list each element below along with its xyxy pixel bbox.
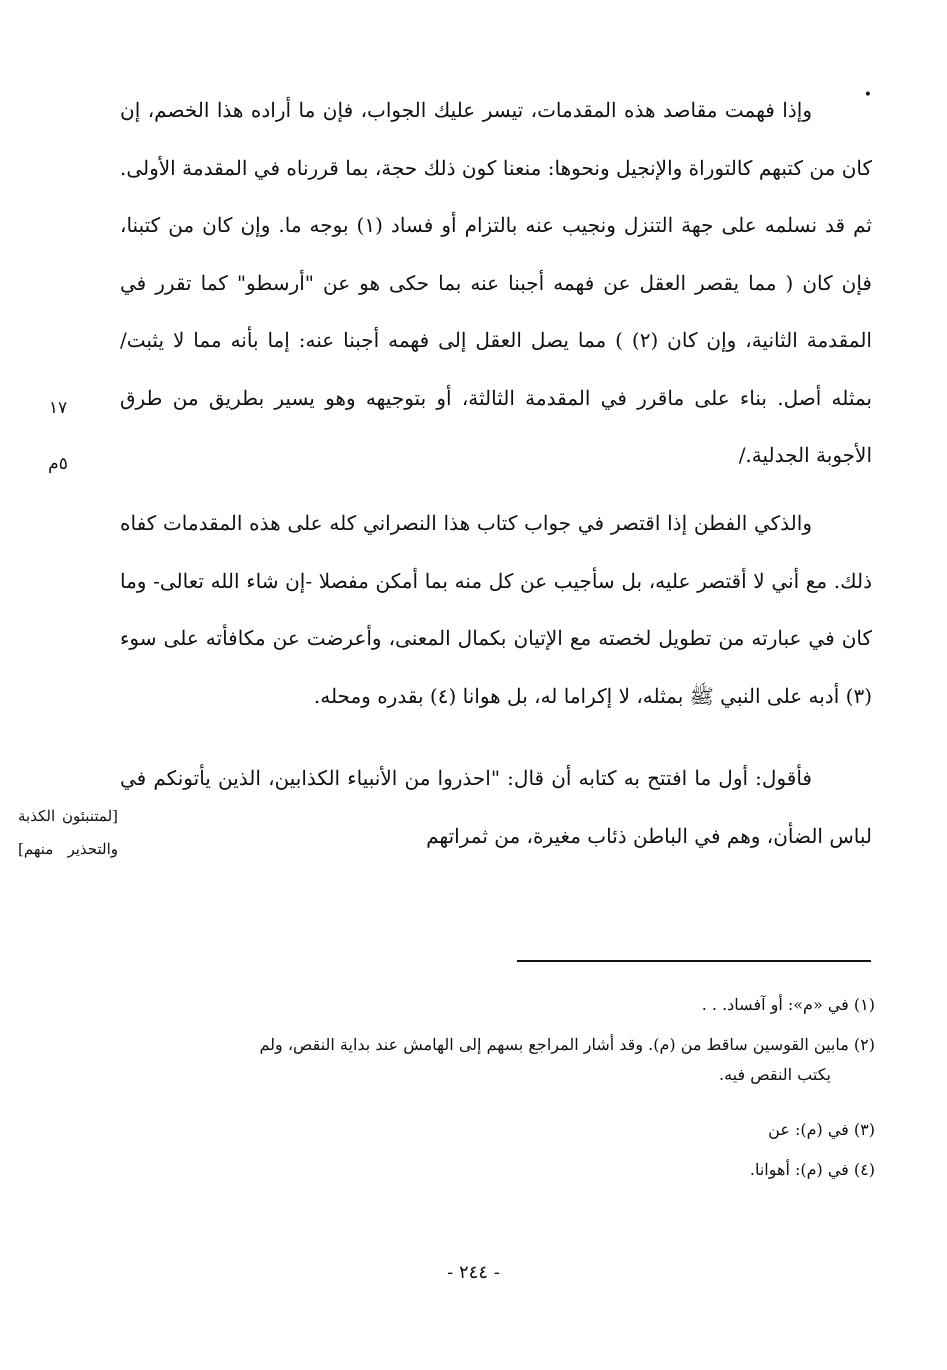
footnote-3: (٣) في (م): عن [768, 1120, 875, 1139]
paragraph-3-text: فأقول: أول ما افتتح به كتابه أن قال: "احذروا من الأنبياء الكذابين، الذين يأتونكم في لباس الضأن، وهم في الباطن ذئاب مغيرة، من ثمراتهم [120, 766, 872, 848]
margin-manuscript-reference: ٥م [48, 454, 68, 474]
footnote-2-line-1: (٢) مابين القوسين ساقط من (م). وقد أشار المراجع بسهم إلى الهامش عند بداية النقص، ولم [259, 1035, 875, 1054]
paragraph-1 [120, 82, 872, 485]
margin-section-heading: [لمتنبئون الكذبة والتحذير منهم] [18, 807, 118, 858]
footnote-divider [517, 960, 871, 962]
margin-folio-reference: ١٧ [48, 398, 68, 418]
footnote-4: (٤) في (م): أهوانا. [749, 1160, 875, 1179]
paragraph-3 [120, 750, 872, 865]
footnote-1: (١) في «م»: أو آفساد. . . [701, 995, 875, 1014]
paragraph-2-text: والذكي الفطن إذا اقتصر في جواب كتاب هذا النصراني كله على هذه المقدمات كفاه ذلك. مع أني لا أقتصر عليه، بل سأجيب عن كل منه بما أمكن مفصلا -إن شاء الله تعالى- وما كان في عبارته من تطويل لخصته مع الإتيان بكمال المعنى، وأعرضت عن مكافأته على سوء (٣) أدبه على النبي ﷺ بمثله، لا إكراما له، بل هوانا (٤) بقدره ومحله. [120, 511, 872, 708]
footnote-2-line-2: يكتب النقص فيه. [719, 1065, 831, 1084]
paragraph-2 [120, 495, 872, 725]
paragraph-bullet: • [863, 87, 872, 103]
paragraph-1-text: وإذا فهمت مقاصد هذه المقدمات، تيسر عليك الجواب، فإن ما أراده هذا الخصم، إن كان من كتبهم كالتوراة والإنجيل ونحوها: منعنا كون ذلك حجة، بما قررناه في المقدمة الأولى. ثم قد نسلمه على جهة التنزل ونجيب عنه بالتزام أو فساد (١) بوجه ما. وإن كان من كتبنا، فإن كان ( مما يقصر العقل عن فهمه أجبنا عنه بما حكى هو عن "أرسطو" كما تقرر في المقدمة الثانية، وإن كان (٢) ) مما يصل العقل إلى فهمه أجبنا عنه: إما بأنه مما لا يثبت/ بمثله أصل. بناء على ماقرر في المقدمة الثالثة، أو بتوجيهه وهو يسير بطريق من طرق الأجوبة الجدلية./ [120, 98, 872, 467]
footnote-2 [130, 1030, 875, 1090]
page-number: - ٢٤٤ - [447, 1262, 500, 1283]
